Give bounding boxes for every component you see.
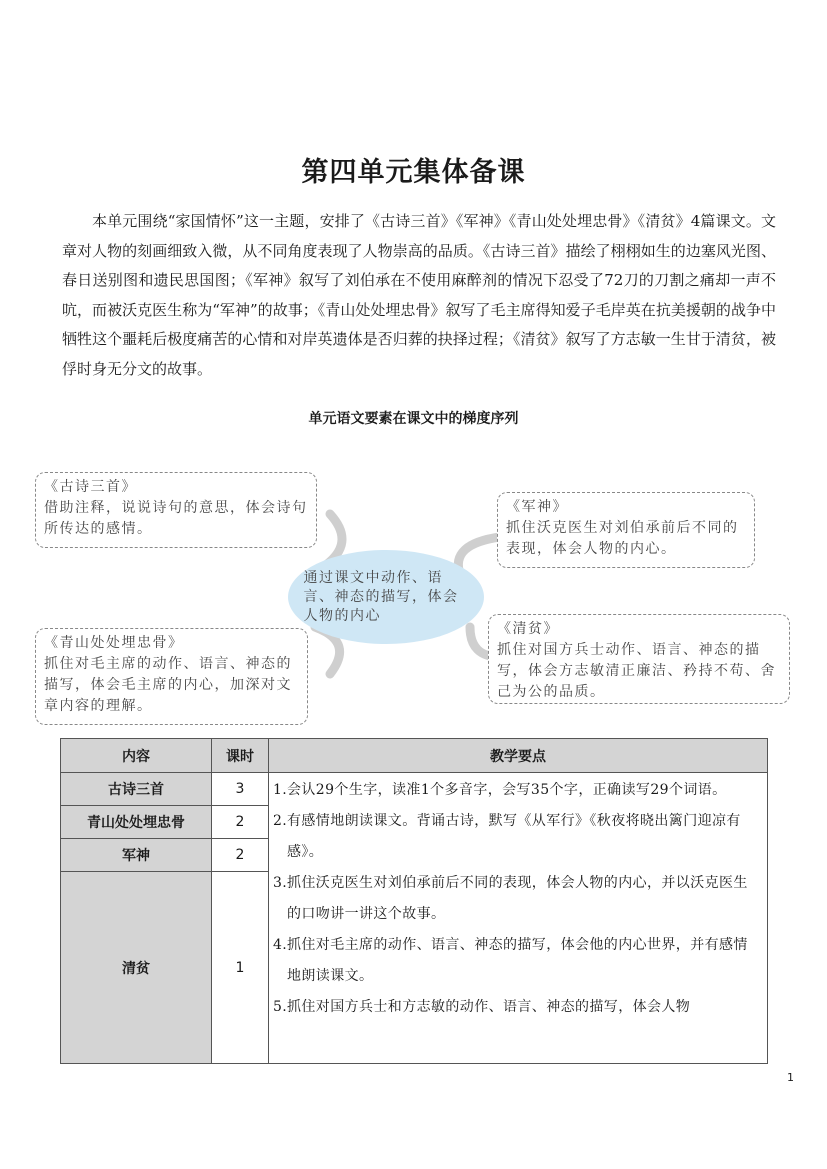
branch-junshen-text: 抓住沃克医生对刘伯承前后不同的表现，体会人物的内心。 — [506, 520, 739, 557]
branch-qingpin — [488, 614, 790, 704]
page-number: 1 — [787, 1071, 794, 1084]
branch-qingshan-text: 抓住对毛主席的动作、语言、神态的描写，体会毛主席的内心，加深对文章内容的理解。 — [44, 656, 292, 714]
row-topic: 古诗三首 — [61, 773, 212, 806]
key-point-text: 抓住对毛主席的动作、语言、神态的描写，体会他的内心世界，并有感情地朗读课文。 — [287, 937, 748, 984]
key-point-item — [273, 992, 761, 1023]
mind-map-center — [288, 550, 484, 644]
key-point-number: 1. — [273, 782, 288, 798]
header-hours: 课时 — [212, 739, 269, 773]
key-point-number: 4. — [273, 937, 288, 953]
mind-map — [30, 462, 800, 732]
branch-junshen — [497, 492, 755, 568]
key-points-list — [273, 775, 761, 1023]
key-point-text: 抓住对国方兵士和方志敏的动作、语言、神态的描写，体会人物 — [287, 999, 691, 1015]
mind-map-center-text: 通过课文中动作、语言、神态的描写，体会人物的内心 — [303, 569, 459, 624]
row-topic: 军神 — [61, 839, 212, 872]
header-key-points: 教学要点 — [269, 739, 768, 773]
row-hours: 1 — [212, 872, 269, 1064]
lesson-table-wrap — [60, 738, 768, 1064]
key-point-number: 2. — [273, 813, 288, 829]
branch-gushi — [35, 472, 317, 548]
table-row — [61, 773, 768, 806]
key-point-text: 有感情地朗读课文。背诵古诗，默写《从军行》《秋夜将晓出篱门迎凉有感》。 — [287, 813, 741, 860]
lesson-table — [60, 738, 768, 1064]
branch-gushi-text: 借助注释，说说诗句的意思，体会诗句所传达的感情。 — [44, 500, 308, 537]
key-point-item — [273, 868, 761, 930]
section-subheading: 单元语文要素在课文中的梯度序列 — [308, 411, 519, 427]
key-point-number: 5. — [273, 999, 288, 1015]
key-point-item — [273, 930, 761, 992]
intro-paragraph: 本单元围绕“家国情怀”这一主题，安排了《古诗三首》《军神》《青山处处埋忠骨》《清贫》4篇课文。文章对人物的刻画细致入微，从不同角度表现了人物崇高的品质。《古诗三首》描绘了栩栩如生的边塞风光图、春日送别图和遗民思国图；《军神》叙写了刘伯承在不使用麻醉剂的情况下忍受了72刀的刀割之痛却一声不吭，而被沃克医生称为“军神”的故事；《青山处处埋忠骨》叙写了毛主席得知爱子毛岸英在抗美援朝的战争中牺牲这个噩耗后极度痛苦的心情和对岸英遗体是否归葬的抉择过程；《清贫》叙写了方志敏一生甘于清贫，被俘时身无分文的故事。 — [62, 212, 776, 378]
row-hours: 2 — [212, 806, 269, 839]
branch-gushi-title: 《古诗三首》 — [44, 479, 137, 495]
branch-qingshan — [35, 628, 308, 725]
row-hours: 2 — [212, 839, 269, 872]
branch-qingpin-text: 抓住对国方兵士动作、语言、神态的描写，体会方志敏清正廉洁、矜持不苟、舍己为公的品质。 — [497, 642, 776, 700]
key-point-text: 抓住沃克医生对刘伯承前后不同的表现，体会人物的内心，并以沃克医生的口吻讲一讲这个故事。 — [287, 875, 748, 922]
branch-qingshan-title: 《青山处处埋忠骨》 — [44, 635, 184, 651]
branch-qingpin-title: 《清贫》 — [497, 621, 559, 637]
page-title: 第四单元集体备课 — [301, 157, 526, 188]
header-content: 内容 — [61, 739, 212, 773]
row-hours: 3 — [212, 773, 269, 806]
branch-junshen-title: 《军神》 — [506, 499, 568, 515]
key-point-number: 3. — [273, 875, 288, 891]
row-topic: 青山处处埋忠骨 — [61, 806, 212, 839]
key-points-cell — [269, 773, 768, 1064]
row-topic: 清贫 — [61, 872, 212, 1064]
key-point-item — [273, 806, 761, 868]
key-point-text: 会认29个生字，读准1个多音字，会写35个字，正确读写29个词语。 — [287, 782, 727, 798]
table-header-row — [61, 739, 768, 773]
key-point-item — [273, 775, 761, 806]
